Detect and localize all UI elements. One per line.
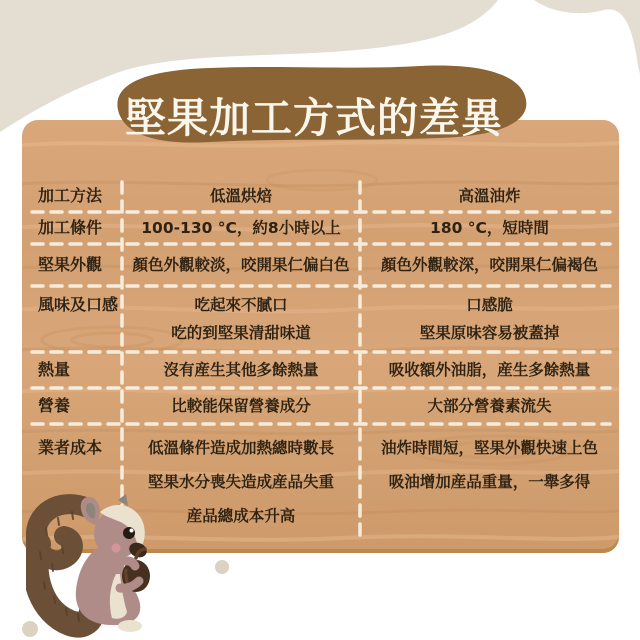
page-title: 堅果加工方式的差異 — [125, 94, 503, 142]
row-label: 業者成本 — [38, 438, 103, 457]
cell-line: 堅果水分喪失造成産品失重 — [147, 473, 334, 491]
cell-high-temp — [360, 286, 619, 352]
cell-line: 沒有産生其他多餘熱量 — [163, 361, 319, 379]
cell-line: 顏色外觀較深，咬開果仁偏褐色 — [380, 256, 598, 274]
header-col-method: 加工方法 — [38, 186, 103, 205]
cell-high-temp — [360, 352, 619, 388]
cell-low-temp — [122, 352, 360, 388]
row-label: 堅果外觀 — [38, 255, 103, 274]
cell-line: 顏色外觀較淡，咬開果仁偏白色 — [132, 256, 350, 274]
beige-blob-top-right — [534, 0, 640, 74]
cell-line: 吃的到堅果清甜味道 — [171, 324, 311, 343]
cell-line: 大部分營養素流失 — [427, 397, 552, 415]
cell-line: 吸油增加産品重量，一舉多得 — [388, 473, 591, 491]
cell-line: 堅果原味容易被蓋掉 — [419, 324, 560, 343]
cell-line: 180 °C，短時間 — [430, 219, 549, 237]
cell-high-temp — [360, 424, 619, 540]
cell-low-temp — [122, 212, 360, 244]
row-label: 風味及口感 — [38, 294, 119, 314]
squirrel-eye — [123, 527, 135, 539]
cell-line: 100-130 °C，約8小時以上 — [141, 219, 341, 237]
cell-low-temp — [122, 388, 360, 424]
squirrel-blush — [112, 544, 121, 553]
table-row — [22, 286, 619, 352]
wood-panel — [22, 120, 619, 553]
header-col-high-temp: 高溫油炸 — [458, 187, 521, 205]
cell-line: 吸收額外油脂，産生多餘熱量 — [388, 361, 591, 379]
cell-line: 油炸時間短，堅果外觀快速上色 — [380, 439, 598, 457]
squirrel-arm-upper — [118, 561, 135, 566]
decor-dot — [215, 560, 229, 574]
table-row — [22, 388, 619, 424]
header-col-low-temp: 低溫烘焙 — [209, 187, 272, 205]
cell-line: 吃起來不膩口 — [194, 295, 288, 314]
cell-low-temp — [122, 244, 360, 286]
squirrel-foot — [118, 620, 142, 632]
table-row — [22, 352, 619, 388]
row-label: 加工條件 — [38, 218, 103, 237]
cell-line: 産品總成本升高 — [186, 507, 296, 525]
squirrel-eye-highlight — [130, 529, 134, 533]
cell-high-temp — [360, 388, 619, 424]
row-label: 熱量 — [38, 360, 71, 379]
squirrel-illustration — [26, 492, 174, 638]
table-row — [22, 244, 619, 286]
table-row — [22, 212, 619, 244]
cell-high-temp — [360, 244, 619, 286]
cell-low-temp — [122, 286, 360, 352]
cell-line: 比較能保留營養成分 — [171, 397, 311, 415]
table-header-row — [22, 180, 619, 212]
cell-line: 口感脆 — [466, 295, 513, 314]
cell-line: 低溫條件造成加熱總時數長 — [147, 439, 334, 457]
cell-high-temp — [360, 212, 619, 244]
row-label: 營養 — [38, 396, 71, 415]
squirrel-ear-back — [118, 494, 128, 506]
